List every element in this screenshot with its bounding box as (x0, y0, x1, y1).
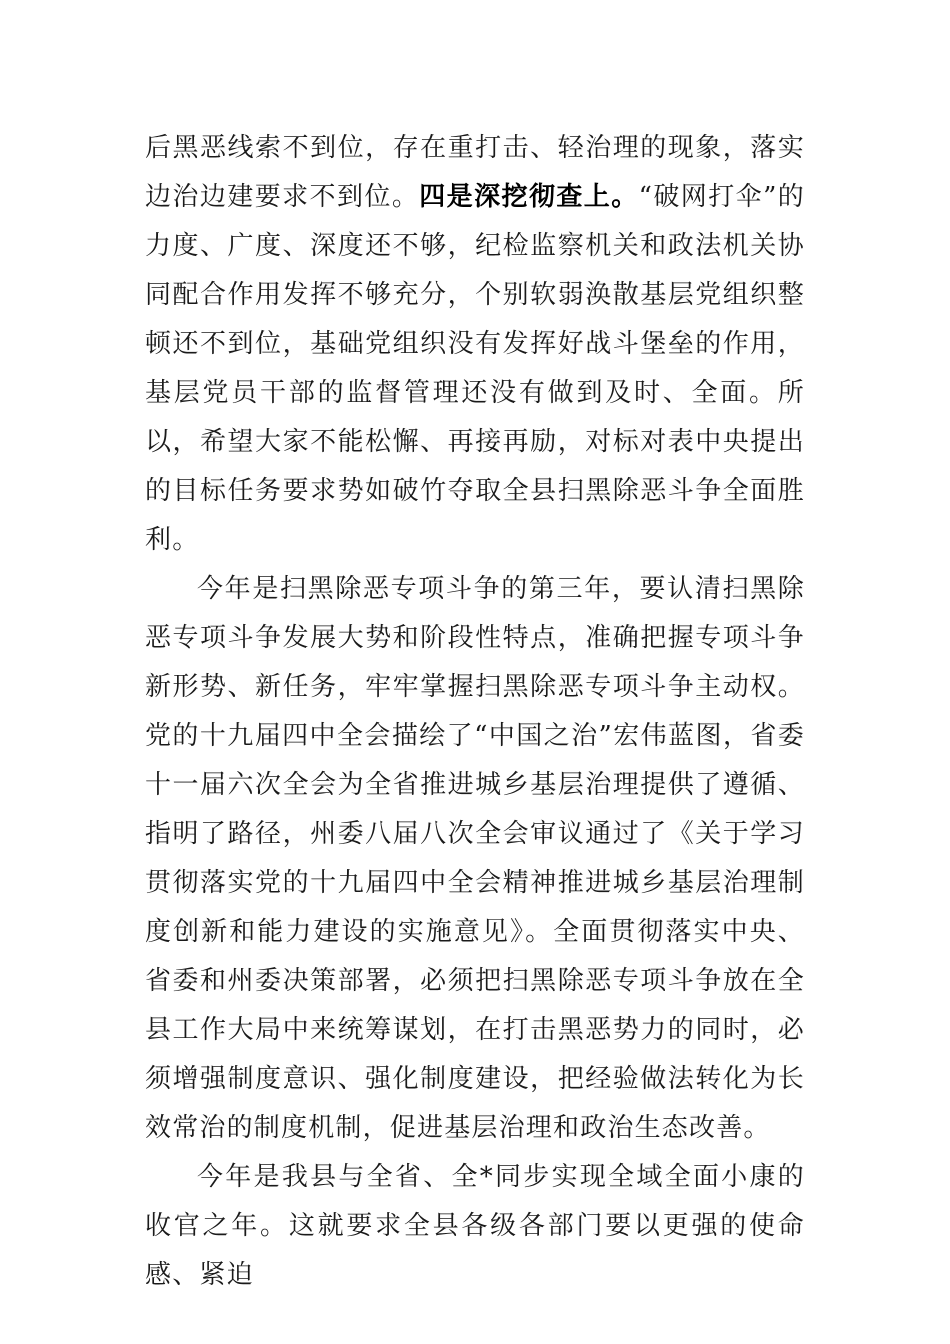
paragraph-1 (145, 124, 805, 565)
bold-heading-deep-investigation: 四是深挖彻查上。 (419, 182, 639, 212)
paragraph-1-text-start: 后黑恶线索不到位，存在重打击、轻治理的现象，落实边治边建要求不到位。 (145, 133, 805, 212)
paragraph-2: 今年是扫黑除恶专项斗争的第三年，要认清扫黑除恶专项斗争发展大势和阶段性特点，准确把握专项斗争新形势、新任务，牢牢掌握扫黑除恶专项斗争主动权。党的十九届四中全会描绘了“中国之治”宏伟蓝图，省委十一届六次全会为全省推进城乡基层治理提供了遵循、指明了路径，州委八届八次全会审议通过了《关于学习贯彻落实党的十九届四中全会精神推进城乡基层治理制度创新和能力建设的实施意见》。全面贯彻落实中央、省委和州委决策部署，必须把扫黑除恶专项斗争放在全县工作大局中来统筹谋划，在打击黑恶势力的同时，必须增强制度意识、强化制度建设，把经验做法转化为长效常治的制度机制，促进基层治理和政治生态改善。 (145, 574, 805, 1143)
paragraph-1-text-end: “破网打伞”的力度、广度、深度还不够，纪检监察机关和政法机关协同配合作用发挥不够充分，个别软弱涣散基层党组织整顿还不到位，基础党组织没有发挥好战斗堡垒的作用，基层党员干部的监督管理还没有做到及时、全面。所以，希望大家不能松懈、再接再励，对标对表中央提出的目标任务要求势如破竹夺取全县扫黑除恶斗争全面胜利。 (145, 182, 805, 555)
document-body (145, 124, 805, 1300)
paragraph-3: 今年是我县与全省、全*同步实现全域全面小康的收官之年。这就要求全县各级各部门要以更强的使命感、紧迫 (145, 1162, 805, 1290)
